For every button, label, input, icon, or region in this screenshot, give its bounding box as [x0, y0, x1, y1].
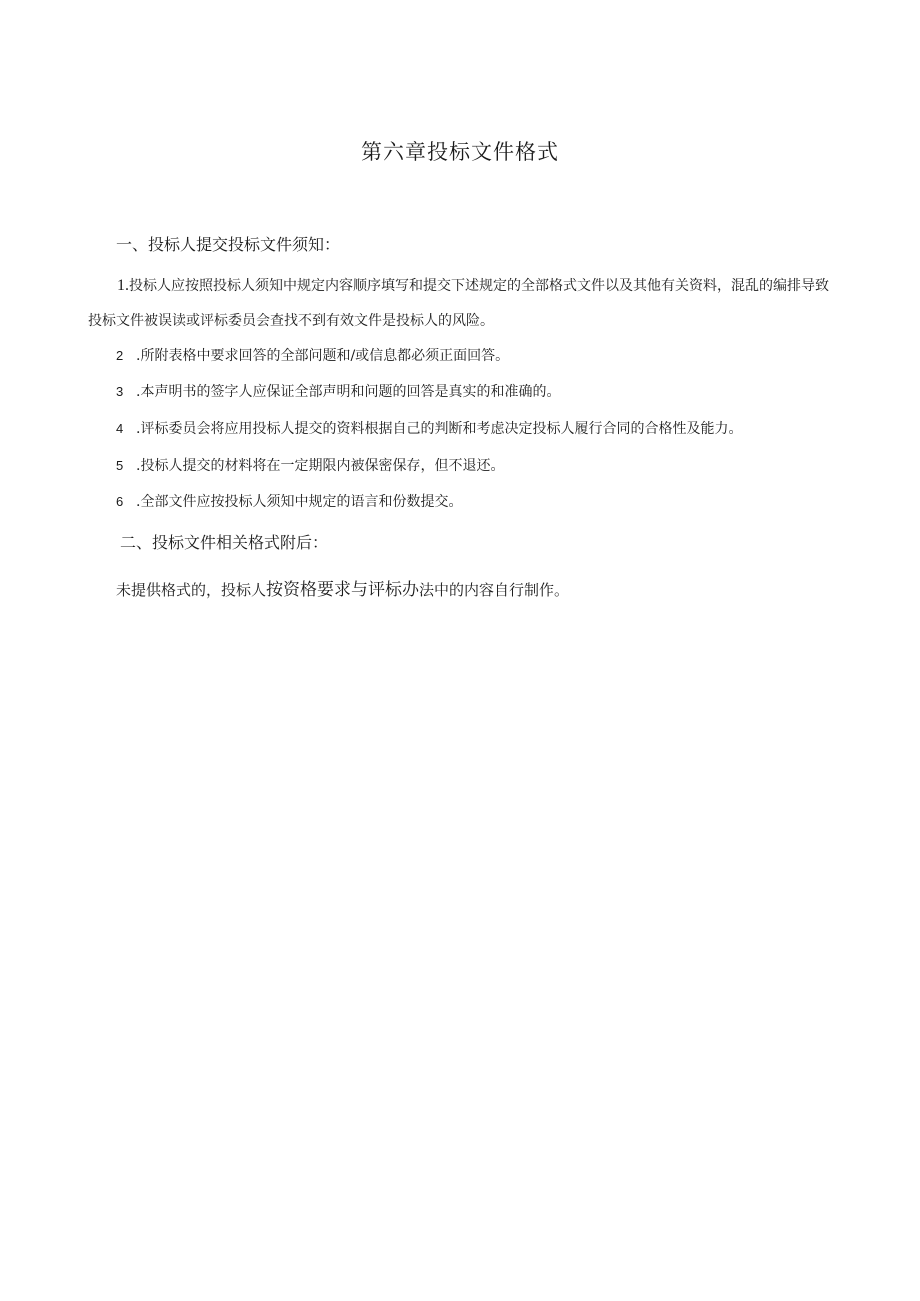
format-note-part2: 按资格要求与评标办: [266, 580, 420, 600]
item-6-text: .全部文件应按投标人须知中规定的语言和份数提交。: [136, 494, 463, 510]
item-1-number: 1.: [117, 277, 129, 294]
format-note-part1: 未提供格式的，投标人: [116, 581, 267, 599]
item-6-number: 6: [116, 494, 124, 509]
format-note-part3: 法中的内容自行制作。: [419, 581, 570, 599]
item-5-text: .投标人提交的材料将在一定期限内被保密保存，但不退还。: [136, 458, 505, 474]
page-title: 第六章投标文件格式: [361, 140, 559, 164]
item-2-text: .所附表格中要求回答的全部问题和/或信息都必须正面回答。: [136, 348, 510, 364]
item-3-text: .本声明书的签字人应保证全部声明和问题的回答是真实的和准确的。: [136, 384, 561, 400]
section1-heading: 一、投标人提交投标文件须知：: [116, 235, 341, 254]
item-4-text: .评标委员会将应用投标人提交的资料根据自己的判断和考虑决定投标人履行合同的合格性及能力。: [136, 421, 743, 437]
instruction-item-3: [116, 381, 560, 401]
section2-heading: 二、投标文件相关格式附后：: [120, 533, 329, 552]
item-2-number: 2: [116, 348, 124, 363]
item-3-number: 3: [116, 384, 124, 399]
instruction-item-2: [116, 345, 509, 365]
item-1-text: 投标人应按照投标人须知中规定内容顺序填写和提交下述规定的全部格式文件以及其他有关资料，混乱的编排导致投标文件被误读或评标委员会查找不到有效文件是投标人的风险。: [88, 278, 829, 329]
item-4-number: 4: [116, 421, 124, 436]
instruction-item-6: [116, 491, 462, 511]
instruction-item-5: [116, 455, 504, 475]
instruction-item-1: [88, 268, 833, 339]
instruction-item-4: [116, 418, 742, 438]
item-5-number: 5: [116, 458, 124, 473]
format-note: [116, 575, 569, 600]
